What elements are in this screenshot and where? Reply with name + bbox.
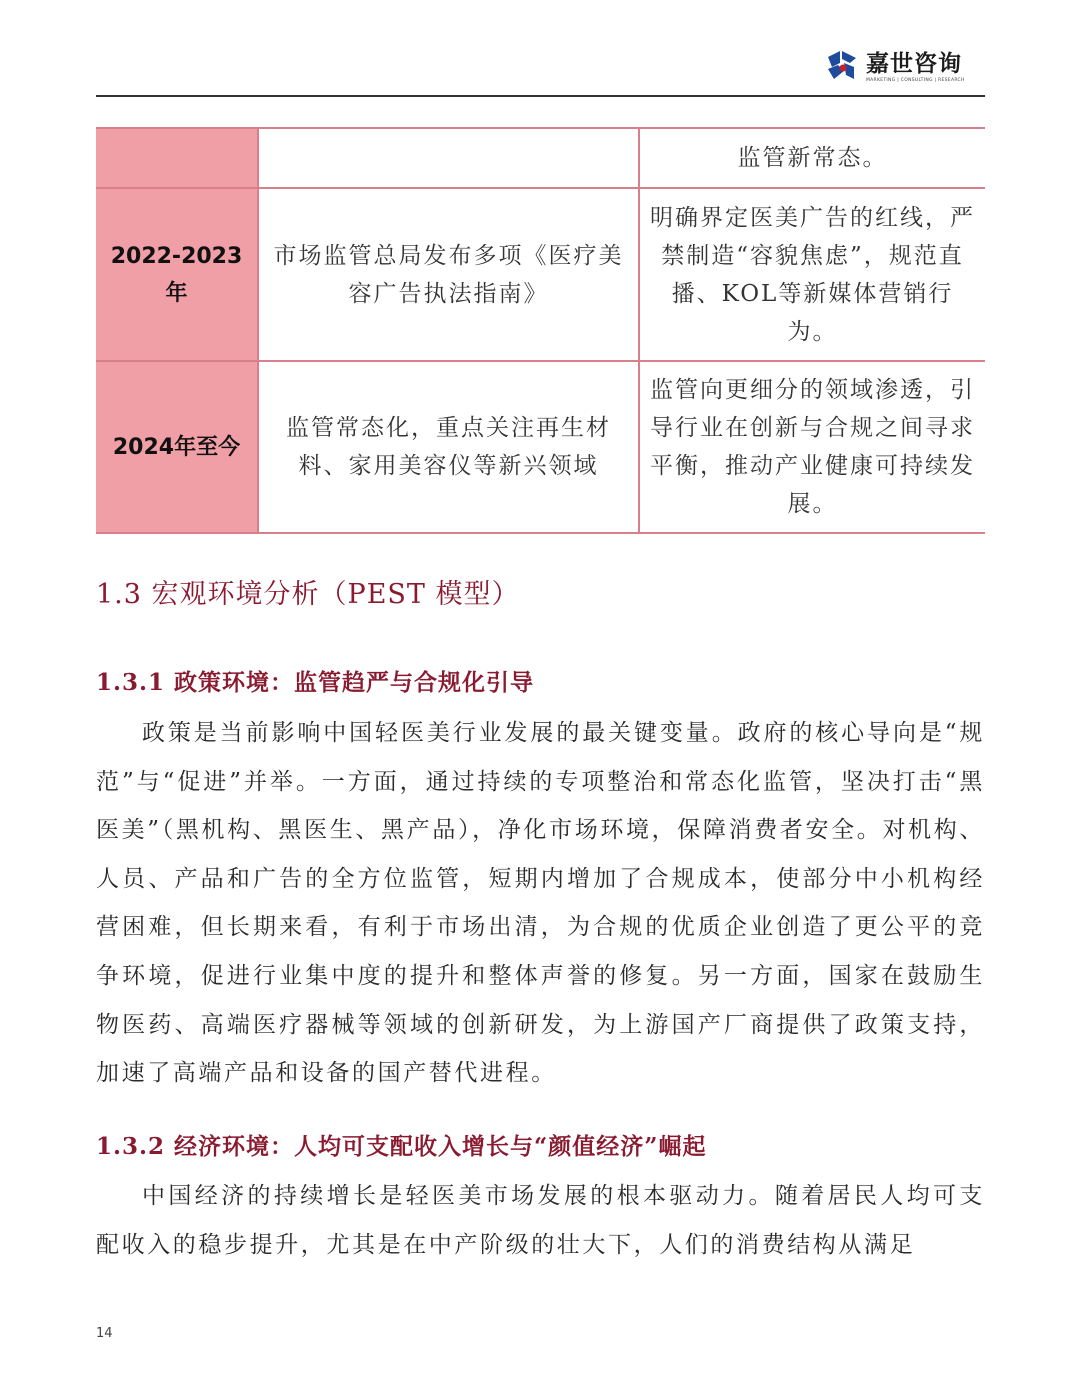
table-row [96, 361, 985, 533]
paragraph-policy: 政策是当前影响中国轻医美行业发展的最关键变量。政府的核心导向是“规范”与“促进”并举。一方面，通过持续的专项整治和常态化监管，坚决打击“黑医美”（黑机构、黑医生、黑产品），净化市场环境，保障消费者安全。对机构、人员、产品和广告的全方位监管，短期内增加了合规成本，使部分中小机构经营困难，但长期来看，有利于市场出清，为合规的优质企业创造了更公平的竞争环境，促进行业集中度的提升和整体声誉的修复。另一方面，国家在鼓励生物医药、高端医疗器械等领域的创新研发，为上游国产厂商提供了政策支持，加速了高端产品和设备的国产替代进程。 [96, 720, 985, 1087]
company-logo [824, 46, 984, 88]
impact-cell: 明确界定医美广告的红线，严禁制造“容貌焦虑”，规范直播、KOL等新媒体营销行为。 [639, 188, 985, 361]
year-cell: 2022-2023年 [96, 188, 258, 361]
impact-cell: 监管新常态。 [639, 128, 985, 188]
event-cell: 监管常态化，重点关注再生材料、家用美容仪等新兴领域 [258, 361, 639, 533]
policy-timeline-table [96, 127, 985, 534]
logo-mark-icon [824, 49, 860, 85]
header-divider [96, 95, 985, 97]
table-row [96, 128, 985, 188]
page-number: 14 [96, 1326, 113, 1341]
paragraph-economy: 中国经济的持续增长是轻医美市场发展的根本驱动力。随着居民人均可支配收入的稳步提升，尤其是在中产阶级的壮大下，人们的消费结构从满足 [96, 1183, 985, 1258]
logo-name: 嘉世咨询 [866, 50, 962, 77]
event-cell: 市场监管总局发布多项《医疗美容广告执法指南》 [258, 188, 639, 361]
event-cell [258, 128, 639, 188]
table-row [96, 188, 985, 361]
subsection-title-economy: 1.3.2 经济环境：人均可支配收入增长与“颜值经济”崛起 [96, 1133, 707, 1160]
impact-cell: 监管向更细分的领域渗透，引导行业在创新与合规之间寻求平衡，推动产业健康可持续发展。 [639, 361, 985, 533]
section-title: 1.3 宏观环境分析（PEST 模型） [96, 579, 520, 610]
year-cell [96, 128, 258, 188]
year-cell: 2024年至今 [96, 361, 258, 533]
subsection-title-policy: 1.3.1 政策环境：监管趋严与合规化引导 [96, 669, 535, 696]
logo-tagline: MARKETING | CONSULTING | RESEARCH [866, 77, 965, 83]
